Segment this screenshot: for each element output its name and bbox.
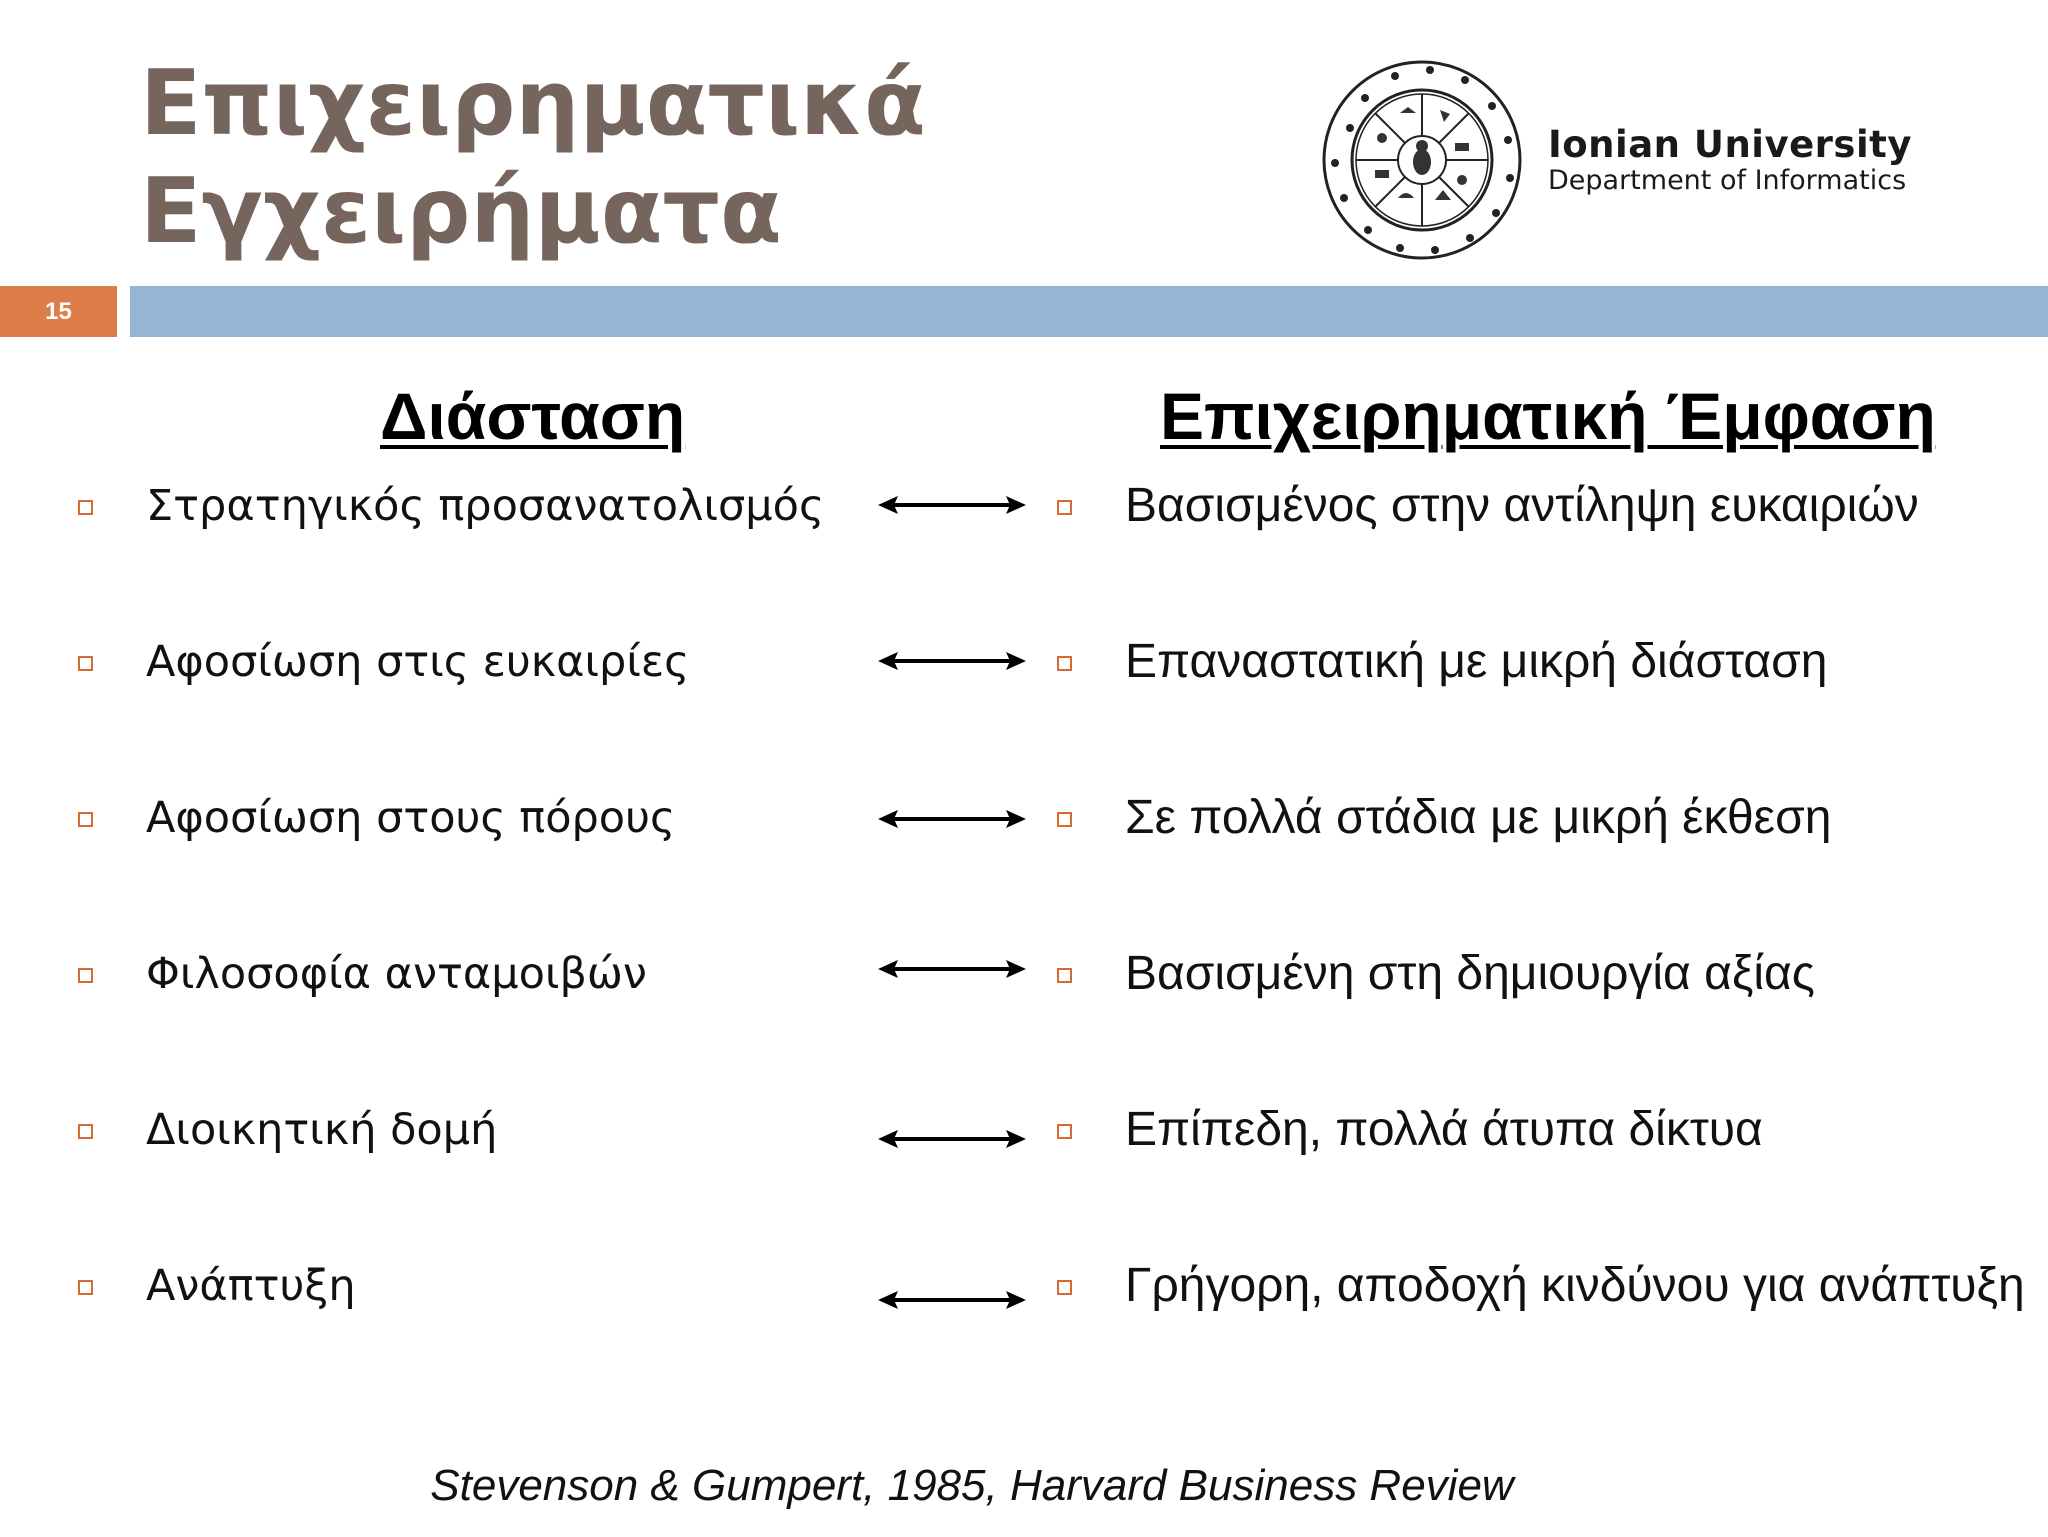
double-arrow-icon — [878, 804, 1026, 834]
square-bullet-icon — [1057, 1280, 1072, 1295]
comparison-row — [0, 1258, 2048, 1338]
university-seal-icon — [1320, 58, 1525, 263]
emphasis-text: Επίπεδη, πολλά άτυπα δίκτυα — [1125, 1103, 1763, 1156]
university-logo-text — [1548, 124, 1912, 196]
dimension-text: Αφοσίωση στις ευκαιρίες — [146, 637, 690, 687]
slide-title — [140, 50, 926, 266]
comparison-row — [0, 478, 2048, 558]
emphasis-text: Βασισμένος στην αντίληψη ευκαιριών — [1125, 479, 1919, 532]
square-bullet-icon — [1057, 500, 1072, 515]
square-bullet-icon — [1057, 968, 1072, 983]
double-arrow-icon — [878, 490, 1026, 520]
dimension-text: Αφοσίωση στους πόρους — [146, 793, 676, 843]
slide-title-line-1: Επιχειρηματικά — [140, 51, 926, 156]
comparison-row — [0, 634, 2048, 714]
comparison-row — [0, 790, 2048, 870]
square-bullet-icon — [78, 656, 93, 671]
dimension-text: Φιλοσοφία ανταμοιβών — [146, 949, 647, 999]
square-bullet-icon — [78, 968, 93, 983]
column-header-emphasis: Επιχειρηματική Έμφαση — [1160, 379, 1936, 453]
column-header-dimension: Διάσταση — [380, 379, 686, 453]
square-bullet-icon — [78, 500, 93, 515]
square-bullet-icon — [1057, 812, 1072, 827]
dimension-text: Στρατηγικός προσανατολισμός — [146, 481, 825, 531]
square-bullet-icon — [1057, 1124, 1072, 1139]
citation-text: Stevenson & Gumpert, 1985, Harvard Business Review — [430, 1461, 1514, 1510]
university-logo — [1320, 58, 1940, 263]
accent-bar — [130, 286, 2048, 337]
dimension-text: Ανάπτυξη — [146, 1261, 356, 1311]
square-bullet-icon — [78, 1124, 93, 1139]
emphasis-text: Επαναστατική με μικρή διάσταση — [1125, 635, 1828, 688]
slide-title-line-2: Εγχειρήματα — [140, 159, 782, 264]
comparison-row — [0, 1102, 2048, 1182]
double-arrow-icon — [878, 954, 1026, 984]
square-bullet-icon — [78, 1280, 93, 1295]
emphasis-text: Βασισμένη στη δημιουργία αξίας — [1125, 947, 1815, 1000]
double-arrow-icon — [878, 1124, 1026, 1154]
department-name: Department of Informatics — [1548, 165, 1907, 196]
comparison-row — [0, 946, 2048, 1026]
university-name: Ionian University — [1548, 123, 1912, 166]
citation — [0, 1458, 2048, 1514]
emphasis-text: Σε πολλά στάδια με μικρή έκθεση — [1125, 791, 1832, 844]
double-arrow-icon — [878, 1285, 1026, 1315]
slide-number: 15 — [0, 286, 117, 337]
double-arrow-icon — [878, 646, 1026, 676]
dimension-text: Διοικητική δομή — [146, 1105, 498, 1155]
emphasis-text: Γρήγορη, αποδοχή κινδύνου για ανάπτυξη — [1125, 1259, 2025, 1312]
square-bullet-icon — [78, 812, 93, 827]
square-bullet-icon — [1057, 656, 1072, 671]
